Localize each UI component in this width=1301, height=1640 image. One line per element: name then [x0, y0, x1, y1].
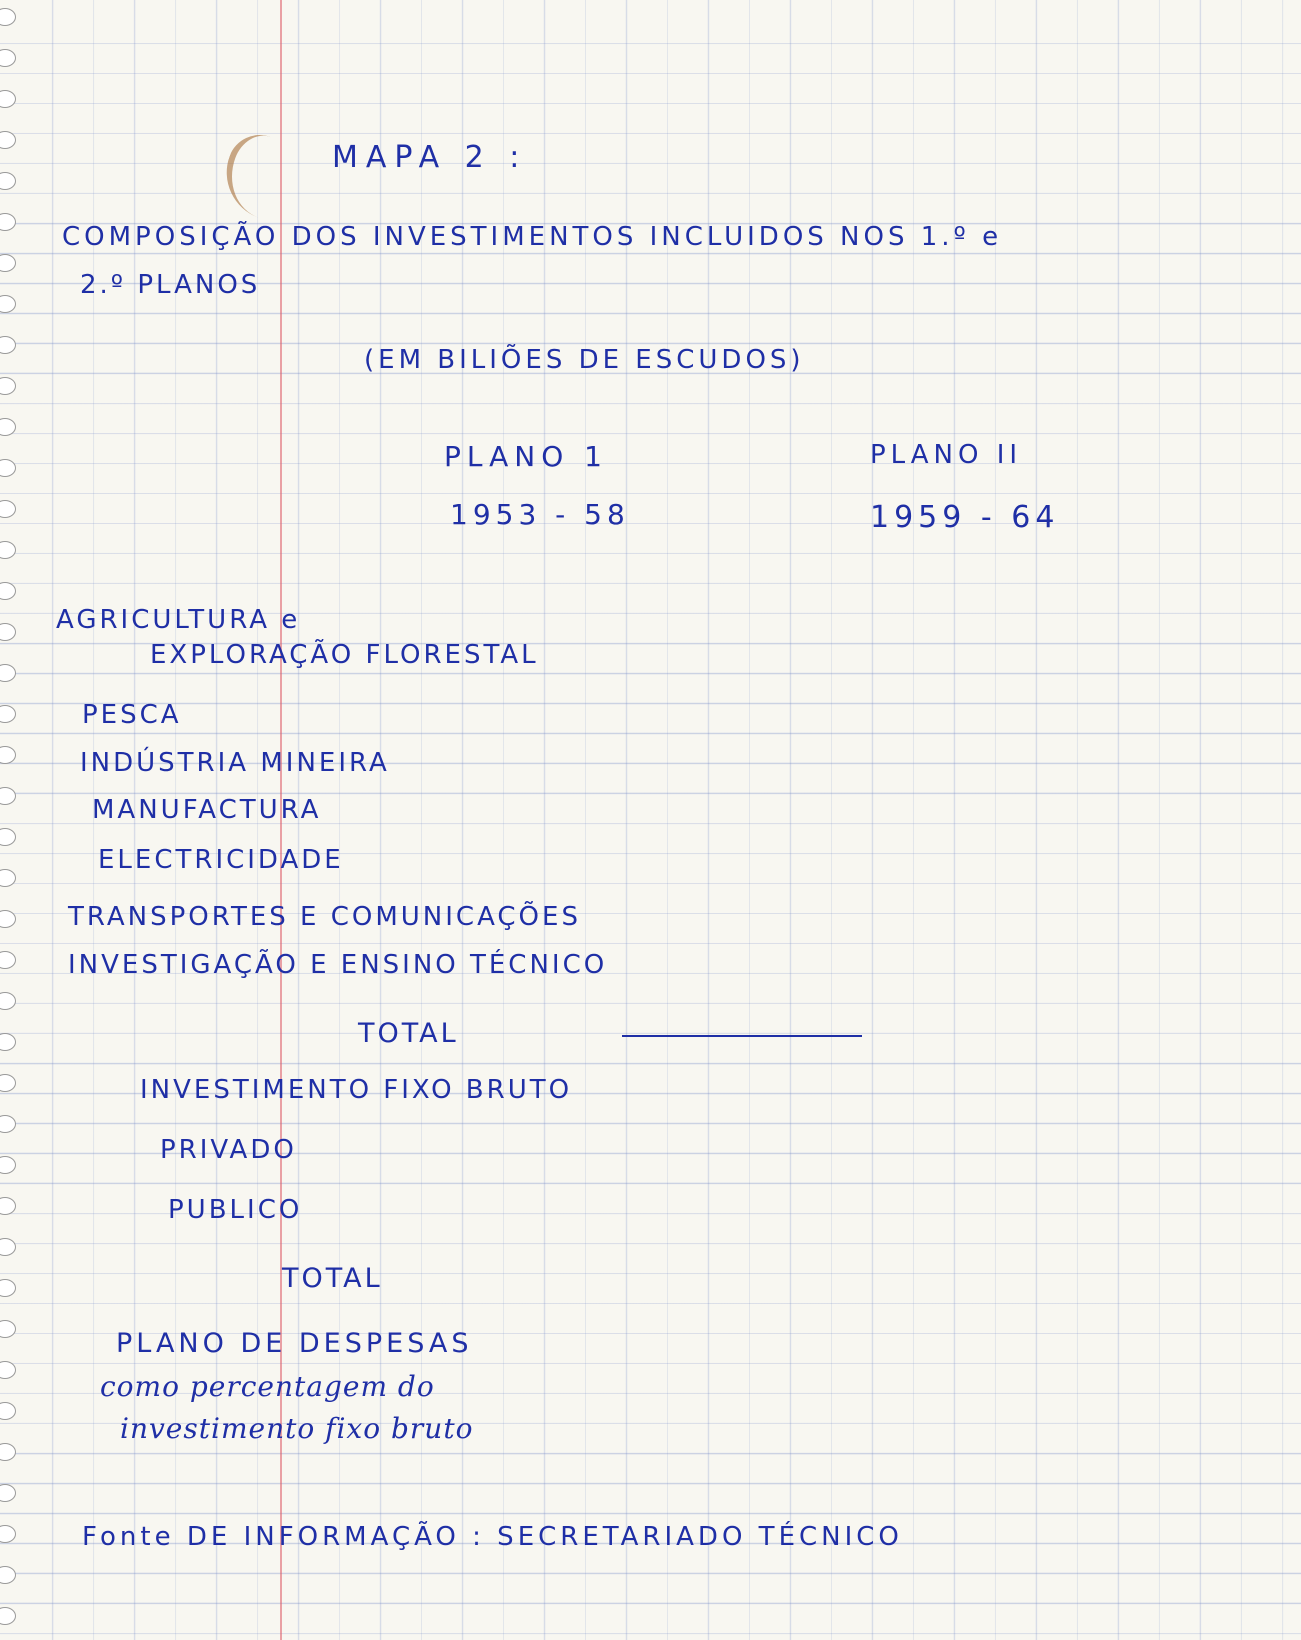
binder-hole	[0, 1115, 16, 1133]
binder-hole	[0, 582, 16, 600]
binder-hole	[0, 254, 16, 272]
row-private: PRIVADO	[160, 1135, 297, 1165]
binder-hole	[0, 1074, 16, 1092]
row-gross-fixed-investment: INVESTIMENTO FIXO BRUTO	[140, 1075, 573, 1105]
row-electricity: ELECTRICIDADE	[98, 845, 344, 875]
column-years-plano-2: 1959 - 64	[870, 500, 1060, 535]
binder-hole	[0, 541, 16, 559]
binder-hole	[0, 910, 16, 928]
binder-hole	[0, 418, 16, 436]
binder-hole	[0, 1320, 16, 1338]
binder-hole	[0, 90, 16, 108]
coffee-stain	[213, 126, 331, 234]
note-line-3: investimento fixo bruto	[120, 1412, 474, 1445]
binder-hole	[0, 1361, 16, 1379]
binder-hole	[0, 1197, 16, 1215]
binder-hole	[0, 1279, 16, 1297]
row-agriculture-line-1: AGRICULTURA e	[56, 605, 301, 635]
binder-hole	[0, 664, 16, 682]
page-title: MAPA 2 :	[332, 140, 528, 175]
source-line: Fonte DE INFORMAÇÃO : SECRETARIADO TÉCNICO	[82, 1522, 903, 1552]
binder-hole	[0, 172, 16, 190]
binder-holes	[0, 0, 30, 1640]
binder-hole	[0, 1484, 16, 1502]
row-manufacturing: MANUFACTURA	[92, 795, 322, 825]
binder-hole	[0, 1443, 16, 1461]
total-underline	[622, 1035, 862, 1037]
note-line-1: PLANO DE DESPESAS	[116, 1328, 473, 1359]
binder-hole	[0, 8, 16, 26]
binder-hole	[0, 213, 16, 231]
column-header-plano-2: PLANO II	[870, 440, 1023, 470]
investment-total-label: TOTAL	[282, 1263, 383, 1294]
row-mining: INDÚSTRIA MINEIRA	[80, 748, 390, 778]
binder-hole	[0, 623, 16, 641]
row-public: PUBLICO	[168, 1195, 303, 1225]
row-transport: TRANSPORTES E COMUNICAÇÕES	[68, 902, 581, 932]
binder-hole	[0, 1525, 16, 1543]
binder-hole	[0, 951, 16, 969]
subtitle-line-1: COMPOSIÇÃO DOS INVESTIMENTOS INCLUIDOS NOS 1.º e	[62, 222, 1003, 252]
binder-hole	[0, 1607, 16, 1625]
binder-hole	[0, 1402, 16, 1420]
binder-hole	[0, 459, 16, 477]
binder-hole	[0, 500, 16, 518]
binder-hole	[0, 1238, 16, 1256]
units-label: (EM BILIÕES DE ESCUDOS)	[364, 345, 805, 375]
binder-hole	[0, 828, 16, 846]
binder-hole	[0, 336, 16, 354]
sectors-total-label: TOTAL	[358, 1018, 459, 1049]
binder-hole	[0, 1033, 16, 1051]
binder-hole	[0, 992, 16, 1010]
binder-hole	[0, 131, 16, 149]
binder-hole	[0, 787, 16, 805]
row-agriculture-line-2: EXPLORAÇÃO FLORESTAL	[150, 640, 539, 670]
column-header-plano-1: PLANO 1	[444, 440, 608, 473]
column-years-plano-1: 1953 - 58	[450, 498, 630, 531]
binder-hole	[0, 705, 16, 723]
note-line-2: como percentagem do	[100, 1370, 435, 1403]
binder-hole	[0, 49, 16, 67]
binder-hole	[0, 1156, 16, 1174]
row-research: INVESTIGAÇÃO E ENSINO TÉCNICO	[68, 950, 608, 980]
binder-hole	[0, 746, 16, 764]
binder-hole	[0, 377, 16, 395]
subtitle-line-2: 2.º PLANOS	[80, 270, 261, 300]
row-fishing: PESCA	[82, 700, 182, 730]
binder-hole	[0, 295, 16, 313]
binder-hole	[0, 869, 16, 887]
binder-hole	[0, 1566, 16, 1584]
